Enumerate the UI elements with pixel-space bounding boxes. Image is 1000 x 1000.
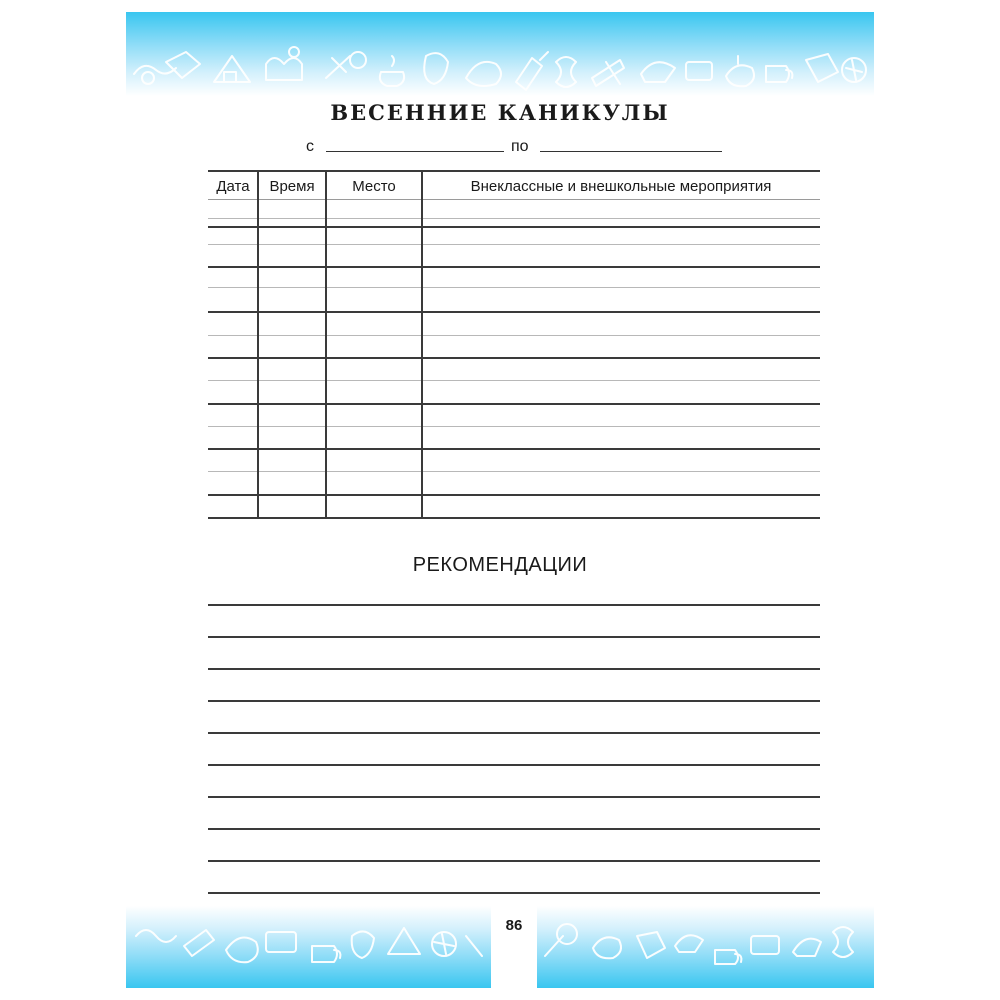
period-from-label: с — [306, 138, 314, 155]
top-decorative-banner — [126, 12, 874, 96]
recommendation-line[interactable] — [208, 732, 820, 734]
page-title: ВЕСЕННИЕ КАНИКУЛЫ — [330, 100, 670, 125]
column-header-activities: Внеклассные и внешкольные мероприятия — [470, 178, 772, 195]
school-doodles-illustration — [126, 12, 874, 96]
column-divider — [325, 170, 327, 519]
column-header-time: Время — [269, 178, 315, 195]
period-from-field[interactable] — [326, 151, 504, 152]
row-divider — [208, 403, 820, 405]
recommendation-line[interactable] — [208, 892, 820, 894]
table-header-divider — [208, 199, 820, 200]
row-subline — [208, 471, 820, 472]
row-divider — [208, 311, 820, 313]
column-header-place: Место — [352, 178, 396, 195]
row-subline — [208, 426, 820, 427]
row-divider — [208, 494, 820, 496]
school-doodles-illustration — [126, 906, 491, 988]
table-bottom-border — [208, 517, 820, 519]
page-number: 86 — [505, 917, 523, 934]
recommendation-line[interactable] — [208, 828, 820, 830]
recommendations-title: РЕКОМЕНДАЦИИ — [412, 554, 588, 576]
recommendation-line[interactable] — [208, 764, 820, 766]
recommendation-line[interactable] — [208, 796, 820, 798]
column-divider — [257, 170, 259, 519]
column-divider — [421, 170, 423, 519]
recommendation-line[interactable] — [208, 700, 820, 702]
row-divider — [208, 266, 820, 268]
recommendation-line[interactable] — [208, 636, 820, 638]
bottom-left-decorative-banner — [126, 906, 491, 988]
row-subline — [208, 335, 820, 336]
row-divider — [208, 357, 820, 359]
period-to-label: по — [511, 138, 529, 155]
period-to-field[interactable] — [540, 151, 722, 152]
row-subline — [208, 244, 820, 245]
recommendation-line[interactable] — [208, 860, 820, 862]
row-subline — [208, 380, 820, 381]
bottom-right-decorative-banner — [537, 906, 874, 988]
table-top-border — [208, 170, 820, 172]
school-doodles-illustration — [537, 906, 874, 988]
recommendation-line[interactable] — [208, 668, 820, 670]
column-header-date: Дата — [216, 178, 250, 195]
row-subline — [208, 287, 820, 288]
row-divider — [208, 448, 820, 450]
recommendation-line[interactable] — [208, 604, 820, 606]
row-subline — [208, 218, 820, 219]
row-divider — [208, 226, 820, 228]
